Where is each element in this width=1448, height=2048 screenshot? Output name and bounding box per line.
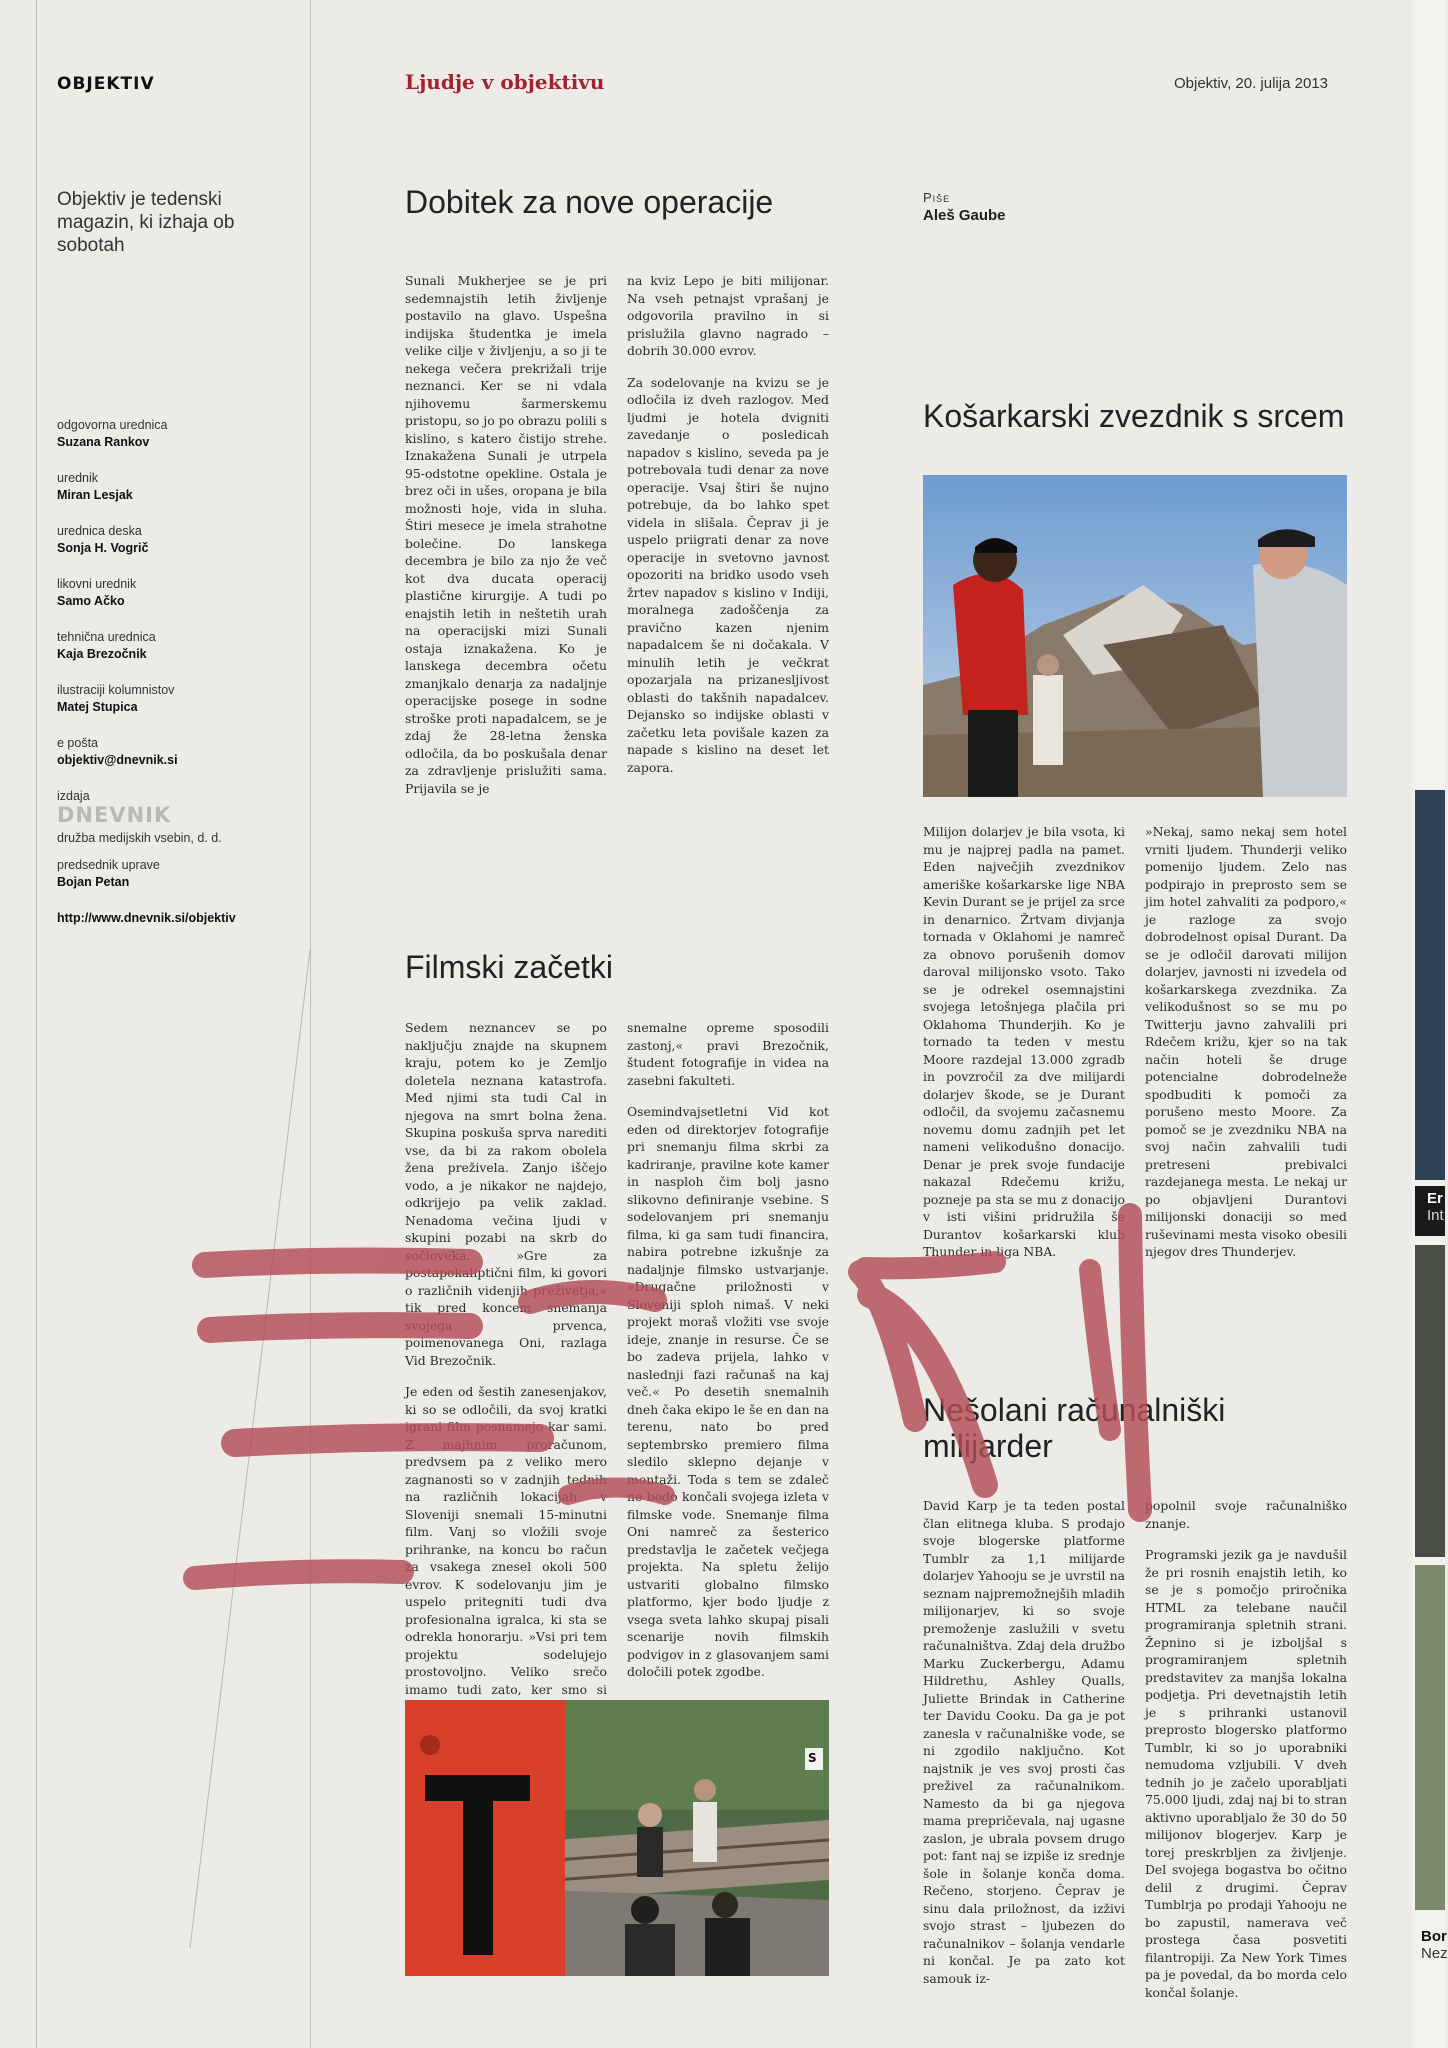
title-line: milijarder xyxy=(923,1428,1053,1464)
staff-role: tehnična urednica xyxy=(57,630,156,644)
article-column xyxy=(405,1019,607,1730)
next-page-caption-b: Int xyxy=(1427,1207,1444,1224)
staff-entry xyxy=(57,576,297,610)
staff-entry xyxy=(57,735,297,769)
paint-stroke xyxy=(1130,1215,1140,1510)
staff-role: odgovorna urednica xyxy=(57,418,168,432)
paragraph: Sedem neznancev se po naključju znajde na skupnem kraju, potem ko je Zemljo doletela neznana katastrofa. Med njimi sta tudi Cal in njegova na smrt bolna žena. Skupina poskuša sprva narediti vse, da bi za rakom obolela žena preživela. Zanjo iščejo vodo, a je nikakor ne najdejo, odkrijejo pa velik zaklad. Nenadoma večina ljudi v skupini pozabi na skrb do sočloveka. »Gre za postapokaliptični film, ki govori o različnih videnjih preživetja,« tik pred koncem snemanja svojega prvenca, poimenovanega Oni, razlaga Vid Brezočnik. xyxy=(405,1020,607,1368)
article-column xyxy=(1145,1497,1347,2015)
article-column xyxy=(923,823,1125,1275)
staff-role: likovni urednik xyxy=(57,577,137,591)
article-column xyxy=(627,272,829,790)
next-page-caption-d: Nez xyxy=(1421,1945,1448,1962)
staff-entry xyxy=(57,629,297,663)
column-rule-left xyxy=(36,0,37,2048)
author-name: Aleš Gaube xyxy=(923,207,1006,224)
section-title: Ljudje v objektivu xyxy=(405,70,605,94)
staff-entry xyxy=(57,523,297,557)
paragraph: snemalne opreme sposodili zastonj,« pravi Brezočnik, študent fotografije in videa na zasebni fakulteti. xyxy=(627,1020,829,1088)
durant-photo xyxy=(923,475,1347,797)
paragraph: Za sodelovanje na kvizu se je odločila iz dveh razlogov. Med ljudmi je hotela dvigniti zavedanje o posledicah napadov s kislino, seveda pa je potrebovala tudi denar za nove operacije. Vsaj štiri še nujno potrebuje, da bo lahko spet videla in slišala. Čeprav ji je uspelo priigrati denar za nove operacije in svetovno javnost opozoriti na bridko usodo vseh žrtev napadov s kislino v Indiji, moralnega zadoščenja za pravično kazen njenim napadalcem še ni dočakala. V minulih letih je večkrat opozarjala na prizaneslјivost oblasti do takšnih napadalcev. Dejansko so indijske oblasti v začetku leta povišale kazen za napade s kislino na deset let zapora. xyxy=(627,374,829,775)
article-title-nesolani xyxy=(923,1392,1343,1464)
paint-stroke xyxy=(860,1272,915,1420)
staff-name: Samo Ačko xyxy=(57,594,125,608)
dateline: Objektiv, 20. julija 2013 xyxy=(1174,75,1328,92)
staff-name: Matej Stupica xyxy=(57,700,138,714)
paint-stroke xyxy=(195,1571,402,1578)
paragraph: »Nekaj, samo nekaj sem hotel vrniti ljudem. Thunderji veliko pomenijo ljudem. Zelo nas podpirajo in preprosto sem se jim hotel zahvaliti za podporo,« je razloge za svojo dobrodelnost opisal Durant. Da se je odločil darovati milijon dolarjev, javnosti ni izvedela od košarkarskega zvezdnika. Za velikodušnost so se mu po Twitterju javno zahvalili pri Rdečem križu, kjer so na tak način hoteli še druge potencialne dobrodelneže spodbuditi k pomoči za porušeno mesto Moore. Za pomoč se je zvezdniku NBA na svoj način zahvalili tudi pretreseni prebivalci razdejanega mesta. Le nekaj ur po objavljeni Durantovi milijonski donaciji so med ruševinami mesta visoko obesili njegov dres Thunderjev. xyxy=(1145,824,1347,1259)
film-set-photo xyxy=(405,1700,829,1976)
dnevnik-logo: DNEVNIK xyxy=(57,803,172,827)
paragraph: Sunali Mukherjee se je pri sedemnajstih letih življenje postavilo na glavo. Uspešna indijska študentka je imela velike cilje v življenju, a so ji te nekega večera prekrižali trije neznanci. Ker se ni vdala njihovemu šarmerskemu pristopu, so jo po obrazu polili s kislino, s katero čistijo strehe. Iznakažena Sunali je utrpela 95-odstotne opekline. Ostala je brez oči in ušes, oropana je bila možnosti hoje, vida in sluha. Štiri mesece je imela strahotne bolečine. Do lanskega decembra je bilo za njo že več kot dva ducata operacij plastične kirurgije. A tudi po enajstih letih in neštetih urah na operacijski mizi Sunali ostaja iznakažena. Ko je lanskega decembra očetu zmanjkalo denarja za nadaljnje operacijske posege in sodne stroške proti napadalcem, se je zdaj že 28-letna ženska odločila, da bo poskušala denar za zdravljenje prislužiti sama. Prijavila se je xyxy=(405,273,607,796)
publisher-block xyxy=(57,788,297,847)
staff-name: Suzana Rankov xyxy=(57,435,150,449)
paragraph: Milijon dolarjev je bila vsota, ki mu je najprej padla na pamet. Eden največjih zvezdnikov ameriške košarkarske lige NBA Kevin Durant se je prijel za srce in denarnico. Žrtvam divjanja tornada v Oklahomi je namreč za obnovo porušenih domov daroval milijonsko vsoto. Tako se je odrekel osemnajstini svojega letošnjega plačila pri Oklahoma Thunderjih. Ko je tornado ta teden v mestu Moore razdejal 13.000 zgradb in povzročil za dve milijardi dolarjev škode, se je Durant odločil, da svojemu začasnemu novemu domu zadnjih pet let nameni velikodušno donacijo. Denar je prek svoje fundacije nakazal Rdečemu križu, pozneje pa sta se mu z donacijo v isti višini pridružila še Durantov košarkarski klub Thunder in liga NBA. xyxy=(923,824,1125,1259)
article-column xyxy=(1145,823,1347,1275)
article-title-filmski: Filmski začetki xyxy=(405,949,614,985)
masthead-logo: OBJEKTIV xyxy=(57,74,155,94)
staff-list xyxy=(57,417,297,927)
next-page-photo xyxy=(1415,790,1445,1180)
paragraph: popolnil svoje računalniško znanje. xyxy=(1145,1498,1347,1531)
next-page-caption xyxy=(1415,1910,1448,1970)
staff-name: Bojan Petan xyxy=(57,875,130,889)
magazine-description: Objektiv je tedenski magazin, ki izhaja ob sobotah xyxy=(57,189,235,256)
staff-name: Sonja H. Vogrič xyxy=(57,541,149,555)
staff-entry xyxy=(57,470,297,504)
staff-name: Miran Lesjak xyxy=(57,488,133,502)
staff-entry xyxy=(57,682,297,716)
next-page-caption-a: Er xyxy=(1427,1190,1443,1207)
staff-name: Kaja Brezočnik xyxy=(57,647,147,661)
paragraph: Osemindvajsetletni Vid kot eden od direktorjev fotografije pri snemanju filma skrbi za kadriranje, pravilne kote kamer in nasploh čim bolj jasno slikovno definiranje vsebine. S sodelovanjem pri snemanju filma, ki ga sam tudi financira, nabira potrebne izkušnje za nadaljnje filmsko ustvarjanje. »Drugačne priložnosti v Sloveniji sploh nimaš. V neki projekt moraš vložiti vse svoje ideje, znanje in resurse. Če se bo zadeva prijela, lahko v naslednji fazi računaš na kaj več.« Po desetih snemalnih dneh čaka ekipo le še en dan na terenu, nato bo pred septembrsko premiero filma sledilo sklepno dejanje v montaži. Toda s tem se zdaleč ne bodo končali svojega izleta v filmske vode. Snemanje filma Oni namreč za šesterico predstavlja le začetek večjega projekta. Na spletu želijo ustvariti globalno filmsko platformo, kjer bodo ljudje z vsega sveta lahko skupaj pisali scenarije novih filmskih podvigov in z glasovanjem sami določili potek zgodbe. xyxy=(627,1104,829,1679)
article-column xyxy=(405,272,607,811)
next-page-photo xyxy=(1415,1245,1445,1557)
film-set-photo-image xyxy=(405,1700,829,1976)
paragraph: Je eden od šestih zanesenjakov, ki so se odločili, da svoj kratki igrani film posnamejo kar sami. Z majhnim proračunom, predvsem pa z veliko mero zagnanosti so v zadnjih tednih na različnih lokacijah v Sloveniji snemali 15-minutni film. Vanj so vložili svoje prihranke, na koncu bo račun za vsakega znesel okoli 500 evrov. K sodelovanju jim je uspelo pritegniti tudi dva profesionalna igralca, ki sta se odrekla honorarju. »Vsi pri tem projektu sodelujejo prostovoljno. Veliko srečo imamo tudi zato, ker smo si xyxy=(405,1384,607,1697)
next-page-caption xyxy=(1415,1186,1445,1236)
article-column xyxy=(627,1019,829,1695)
paragraph: na kviz Lepo je biti milijonar. Na vseh petnajst vprašanj je odgovorila pravilno in si prislužila glavno nagrado – dobrih 30.000 evrov. xyxy=(627,273,829,358)
article-title-kosarkar: Košarkarski zvezdnik s srcem xyxy=(923,398,1345,434)
staff-role: e pošta xyxy=(57,736,99,750)
staff-role: ilustraciji kolumnistov xyxy=(57,683,175,697)
staff-role: urednik xyxy=(57,471,98,485)
staff-role: urednica deska xyxy=(57,524,142,538)
website-link[interactable]: http://www.dnevnik.si/objektiv xyxy=(57,911,236,925)
publisher-company: družba medijskih vsebin, d. d. xyxy=(57,831,222,845)
paragraph: Programski jezik ga je navdušil že pri rosnih enajstih letih, ko se je s pomočjo priročnika HTML za telebane naučil programiranja spletnih strani. Žepnino si je izboljšal s programiranjem spletnih predstavitev za manjša lokalna podjetja. Pri devetnajstih letih je s prihranki ustanovil preprosto blogersko platformo Tumblr, ki so jo uporabniki nemudoma vzljubili. V dveh tednih jo je začelo uporabljati 75.000 ljudi, zdaj naj bi to stran aktivno uporabljalo že 30 do 50 milijonov blogerjev. Karp je torej preskrbljen za življenje. Del svojega bogastva bo očitno delil z drugimi. Čeprav Tumblrja po prodaji Yahooju ne bo zapustil, namerava več prostega časa posvetiti filantropiji. Za New York Times pa je povedal, da bo morda celo končal šolanje. xyxy=(1145,1547,1347,2000)
next-page-caption-c: Bor xyxy=(1421,1928,1447,1945)
staff-entry xyxy=(57,417,297,451)
article-title-dobitek: Dobitek za nove operacije xyxy=(405,184,774,220)
railway-sign-label: S xyxy=(808,1751,817,1765)
column-rule-sidebar xyxy=(310,0,311,2048)
paragraph: David Karp je ta teden postal član elitnega kluba. S prodajo svoje blogerske platforme Tumblr za 1,1 milijarde dolarjev Yahooju se je uvrstil na seznam najpremožnejših mladih milijonarjev, ki so svoje premoženje zaslužili v svetu računalništva. Zdaj dela družbo Marku Zuckerbergu, Adamu Hildrethu, Ashley Qualls, Juliette Brindak in Catherine ter Davidu Cooku. Da ga je pot zanesla v računalniške vode, se ni zgodilo naključno. Kot najstnik je ves svoj prosti čas preživel za računalnikom. Namesto da bi ga njegova mama prepričevala, naj ugasne zaslon, je ubrala povsem drugo pot: fant naj se izpiše iz srednje šole in šolanje konča doma. Rečeno, storjeno. Čeprav je sinu dala priložnost, da izživi svojo strast – ljubezen do računalnikov – šolanja vendarle ni končal. Je pa zato kot samouk iz- xyxy=(923,1498,1125,1986)
next-page-photo xyxy=(1415,1565,1445,1910)
email-link[interactable]: objektiv@dnevnik.si xyxy=(57,753,178,767)
article-column xyxy=(923,1497,1125,2001)
durant-photo-image xyxy=(923,475,1347,797)
publisher-label: izdaja xyxy=(57,789,90,803)
staff-entry xyxy=(57,857,297,891)
staff-role: predsednik uprave xyxy=(57,858,160,872)
title-line: Nešolani računalniški xyxy=(923,1392,1226,1428)
author-label: Piše xyxy=(923,190,951,205)
